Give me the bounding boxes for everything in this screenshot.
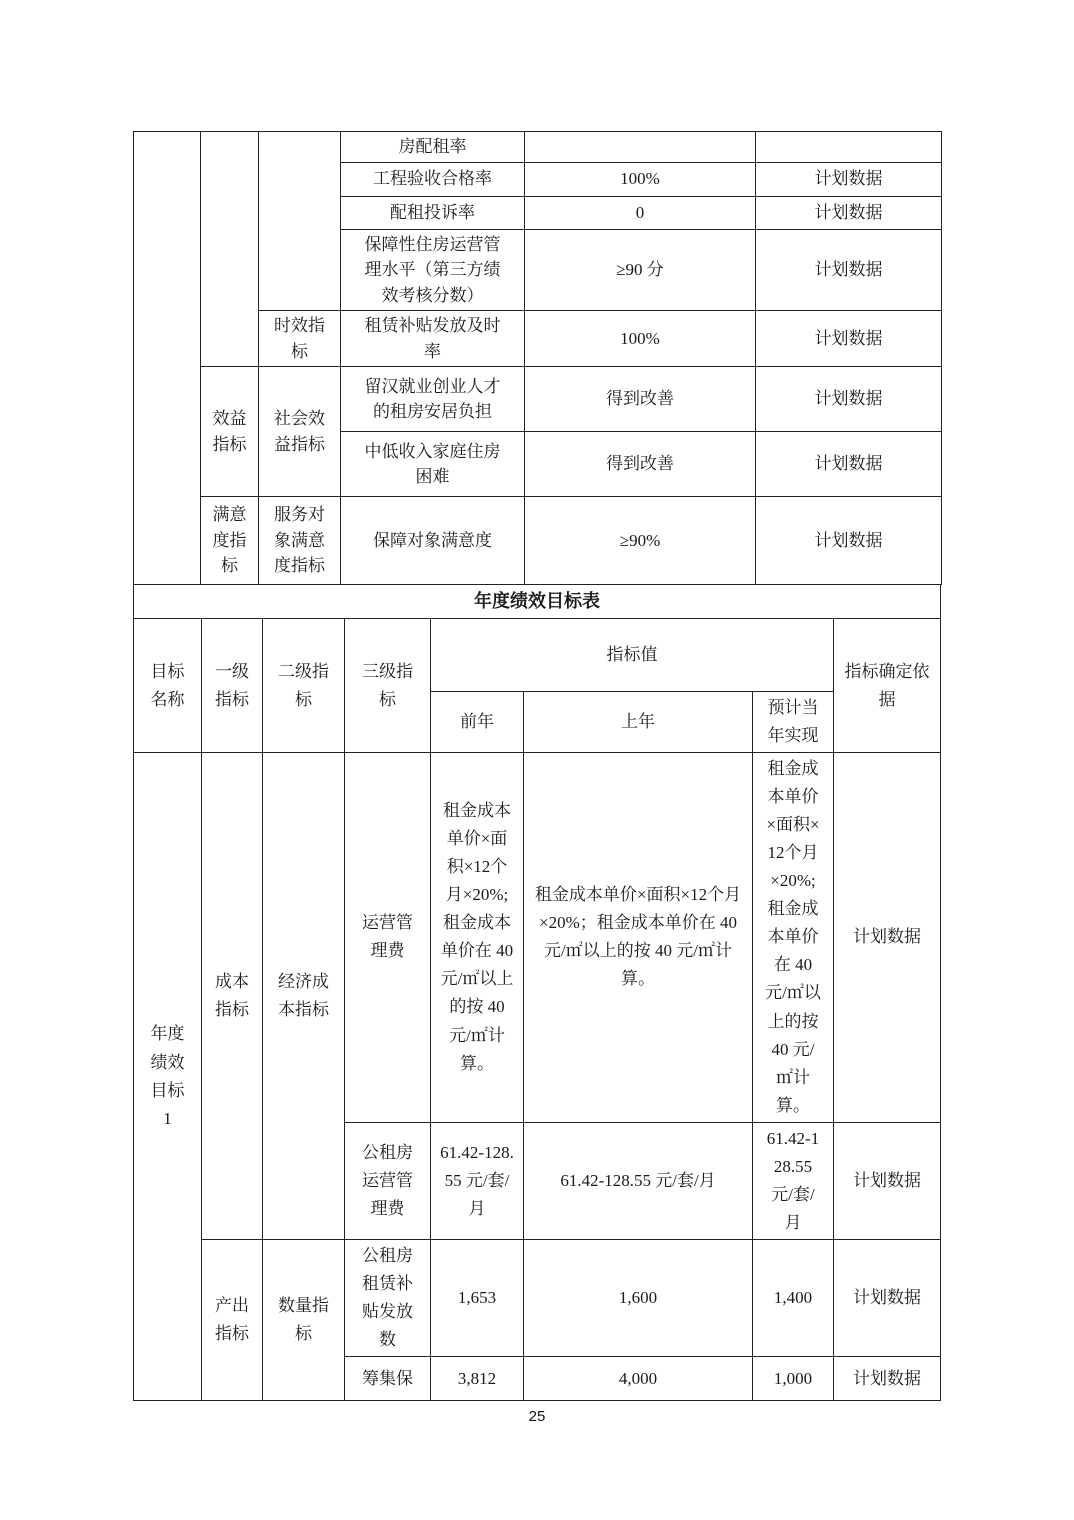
table-header-row (134, 619, 941, 692)
cell-level3: 运营管理费 (345, 753, 431, 1123)
cell-goal-name: 年度绩效目标1 (134, 753, 202, 1401)
cell-year-before-last: 61.42-128.55 元/套/月 (431, 1122, 524, 1239)
section-title-table (133, 584, 941, 619)
header-basis: 指标确定依据 (834, 619, 941, 753)
cell-basis: 计划数据 (756, 432, 942, 497)
table-row (134, 585, 941, 619)
cell-basis: 计划数据 (834, 1357, 941, 1401)
cell-year-before-last: 3,812 (431, 1357, 524, 1401)
annual-performance-target-table (133, 618, 941, 1401)
cell-level3: 公租房租赁补贴发放数 (345, 1239, 431, 1356)
cell-value (525, 132, 756, 163)
cell-expected-current: 租金成本单价×面积×12个月×20%;租金成本单价在 40 元/㎡以上的按 40 元/㎡计算。 (753, 753, 834, 1123)
indicator-table-continued (133, 131, 942, 585)
cell-value: 100% (525, 311, 756, 367)
cell-value: 得到改善 (525, 367, 756, 432)
header-indicator-value: 指标值 (431, 619, 834, 692)
cell-level2: 经济成本指标 (263, 753, 345, 1240)
table-row (134, 132, 942, 163)
table-row (134, 753, 941, 1123)
table-row (134, 1239, 941, 1356)
table-row (134, 367, 942, 432)
header-year-before-last: 前年 (431, 692, 524, 753)
cell-value: 得到改善 (525, 432, 756, 497)
cell-indicator: 房配租率 (341, 132, 525, 163)
header-level3: 三级指标 (345, 619, 431, 753)
cell-basis: 计划数据 (756, 196, 942, 229)
cell-empty-level2 (201, 132, 259, 367)
cell-year-before-last: 1,653 (431, 1239, 524, 1356)
cell-basis: 计划数据 (756, 162, 942, 196)
cell-basis (756, 132, 942, 163)
cell-indicator: 中低收入家庭住房困难 (341, 432, 525, 497)
cell-indicator: 保障性住房运营管理水平（第三方绩效考核分数） (341, 229, 525, 311)
header-goal-name: 目标名称 (134, 619, 202, 753)
header-last-year: 上年 (524, 692, 753, 753)
cell-level2: 满意度指标 (201, 497, 259, 585)
cell-last-year: 租金成本单价×面积×12个月×20%；租金成本单价在 40 元/㎡以上的按 40 元/㎡计算。 (524, 753, 753, 1123)
cell-level2: 数量指标 (263, 1239, 345, 1400)
cell-last-year: 1,600 (524, 1239, 753, 1356)
cell-empty-goal (134, 132, 201, 585)
cell-value: 0 (525, 196, 756, 229)
cell-level3: 筹集保 (345, 1357, 431, 1401)
table-row (134, 497, 942, 585)
cell-indicator: 保障对象满意度 (341, 497, 525, 585)
cell-basis: 计划数据 (756, 367, 942, 432)
cell-empty-level3 (259, 132, 341, 311)
cell-level3: 时效指标 (259, 311, 341, 367)
cell-value: ≥90% (525, 497, 756, 585)
cell-level1: 成本指标 (202, 753, 263, 1240)
cell-level3: 公租房运营管理费 (345, 1122, 431, 1239)
cell-value: 100% (525, 162, 756, 196)
tables-area (133, 131, 941, 1401)
cell-indicator: 留汉就业创业人才的租房安居负担 (341, 367, 525, 432)
cell-indicator: 租赁补贴发放及时率 (341, 311, 525, 367)
cell-expected-current: 1,000 (753, 1357, 834, 1401)
header-expected-current: 预计当年实现 (753, 692, 834, 753)
cell-level1: 产出指标 (202, 1239, 263, 1400)
cell-basis: 计划数据 (834, 1122, 941, 1239)
cell-expected-current: 1,400 (753, 1239, 834, 1356)
cell-basis: 计划数据 (834, 753, 941, 1123)
page-number: 25 (528, 1408, 546, 1425)
cell-year-before-last: 租金成本单价×面积×12个月×20%;租金成本单价在 40 元/㎡以上的按 40 元/㎡计算。 (431, 753, 524, 1123)
cell-indicator: 配租投诉率 (341, 196, 525, 229)
header-level2: 二级指标 (263, 619, 345, 753)
cell-basis: 计划数据 (756, 311, 942, 367)
cell-value: ≥90 分 (525, 229, 756, 311)
cell-last-year: 4,000 (524, 1357, 753, 1401)
cell-last-year: 61.42-128.55 元/套/月 (524, 1122, 753, 1239)
cell-indicator: 工程验收合格率 (341, 162, 525, 196)
cell-level3: 社会效益指标 (259, 367, 341, 497)
cell-basis: 计划数据 (756, 497, 942, 585)
cell-expected-current: 61.42-128.55 元/套/月 (753, 1122, 834, 1239)
section-title: 年度绩效目标表 (134, 585, 941, 619)
cell-level3: 服务对象满意度指标 (259, 497, 341, 585)
cell-basis: 计划数据 (834, 1239, 941, 1356)
cell-basis: 计划数据 (756, 229, 942, 311)
cell-level2: 效益指标 (201, 367, 259, 497)
header-level1: 一级指标 (202, 619, 263, 753)
